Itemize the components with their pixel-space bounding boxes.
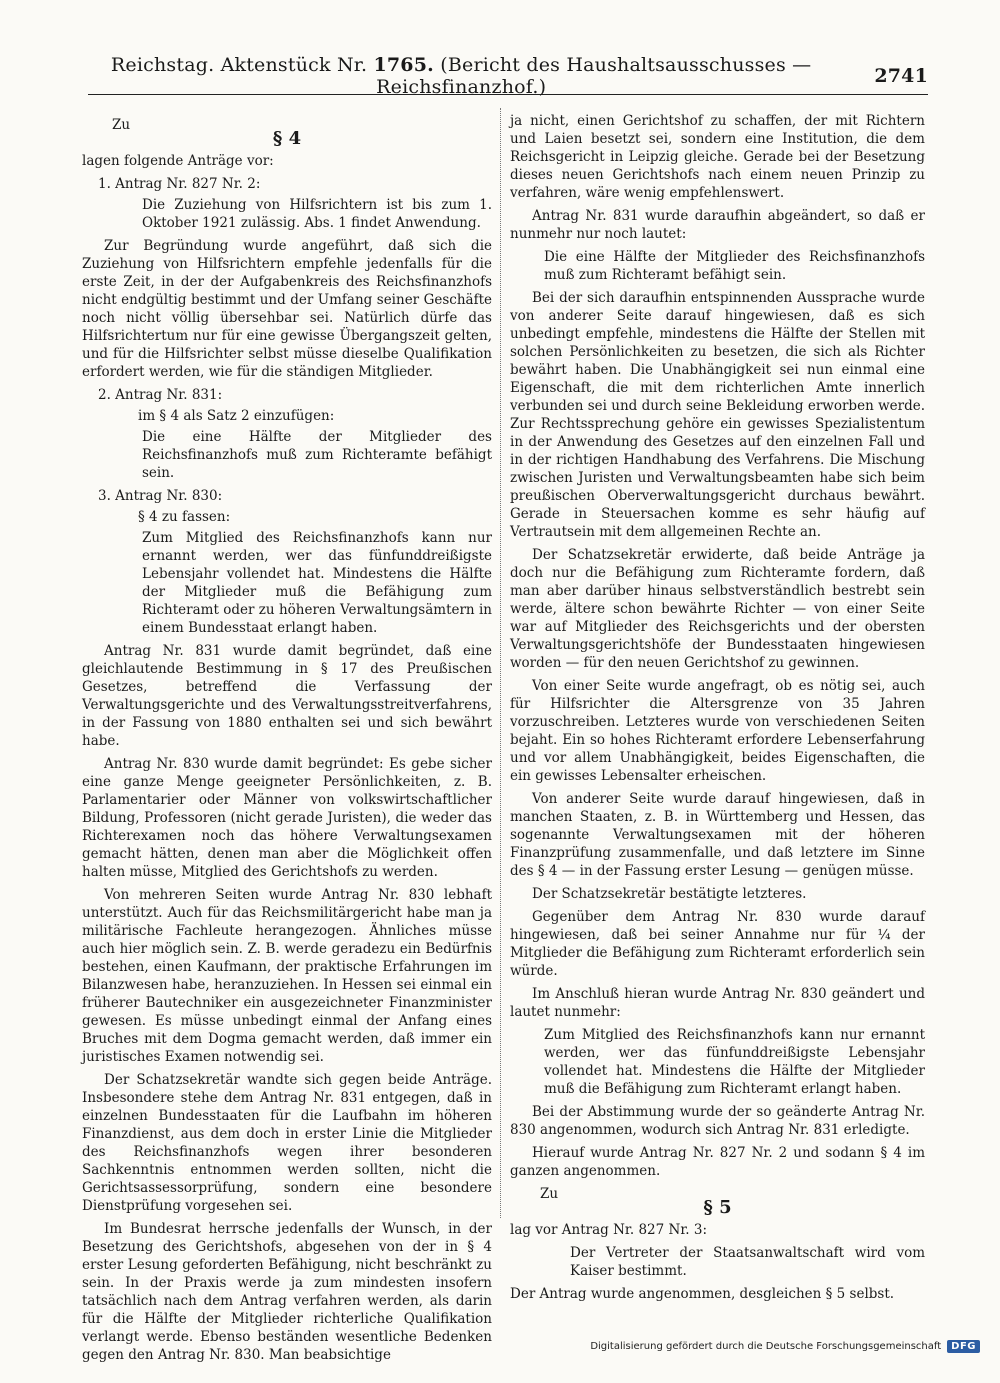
paragraph: Antrag Nr. 831 wurde daraufhin abgeändert, so daß er nunmehr nur noch lautet: <box>510 208 925 242</box>
paragraph: Der Schatzsekretär erwiderte, daß beide Anträge ja doch nur die Befähigung zum Richteramte fordern, daß man aber darüber hinaus selbstverständlich bestrebt sein werde, ältere schon bewährte Richter — von einer Seite war auf Mitglieder des Reichsgerichts und der obersten Verwaltungsgerichtshöfe der Bundesstaaten hingewiesen worden — für den neuen Gerichtshof zu gewinnen. <box>510 547 925 671</box>
page-number: 2741 <box>874 65 928 87</box>
dfg-logo: DFG <box>947 1340 980 1353</box>
motion-text: Die Zuziehung von Hilfsrichtern ist bis zum 1. Oktober 1921 zulässig. Abs. 1 findet Anwendung. <box>142 197 492 231</box>
paragraph: Der Schatzsekretär bestätigte letzteres. <box>532 886 807 902</box>
paragraph: Von mehreren Seiten wurde Antrag Nr. 830 lebhaft unterstützt. Auch für das Reichsmilitärgericht habe man ja militärische Fachleute herangezogen. Ähnliches müsse auch hier möglich sein. Z. B. werde geradezu ein Bedürfnis bestehen, einen Kaufmann, der praktische Erfahrungen im Bilanzwesen habe, heranzuziehen. In Hessen sei einmal ein früherer Bautechniker ein ausgezeichneter Finanzminister gewesen. Es müsse unbedingt einmal der Anfang eines Bruches mit dem Dogma gemacht werden, daß immer ein juristisches Examen notwendig sei. <box>82 887 492 1065</box>
paragraph: Der Schatzsekretär wandte sich gegen beide Anträge. Insbesondere stehe dem Antrag Nr. 831 entgegen, daß in einzelnen Bundesstaaten für die Laufbahn im höheren Finanzdienst, aus dem doch in erster Linie die Mitglieder des Reichsfinanzhofs wegen ihrer besonderen Sachkenntnis entnommen werden sollten, nicht die Gerichtsassessorprüfung, sondern eine besondere Dienstprüfung vorgesehen sei. <box>82 1072 492 1214</box>
header-left: Reichstag. Aktenstück Nr. <box>110 54 368 76</box>
paragraph: Antrag Nr. 831 wurde damit begründet, daß eine gleichlautende Bestimmung in § 17 des Preußischen Gesetzes, betreffend die Verfassung der Verwaltungsgerichte und des Verwaltungsstreitverfahrens, in der Fassung von 1880 enthalten sei und sich bewährt habe. <box>82 643 492 749</box>
motion-text: Zum Mitglied des Reichsfinanzhofs kann nur ernannt werden, wer das fünfunddreißigste Lebensjahr vollendet hat. Mindestens die Hälfte der Mitglieder muß die Befähigung zum Richteramt oder zu höheren Verwaltungsämtern in einem Bundesstaat erlangt haben. <box>142 530 492 636</box>
paragraph: Von einer Seite wurde angefragt, ob es nötig sei, auch für Hilfsrichter die Altersgrenze von 35 Jahren vorzuschreiben. Letzteres wurde von verschiedenen Seiten bejaht. Ein so hohes Richteramt erfordere Lebenserfahrung und vor allem Unabhängigkeit, beides Eigenschaften, die ein gewisses Lebensalter erheischen. <box>510 678 925 784</box>
paragraph: Im Anschluß hieran wurde Antrag Nr. 830 geändert und lautet nunmehr: <box>510 986 925 1020</box>
paragraph: Zur Begründung wurde angeführt, daß sich die Zuziehung von Hilfsrichtern empfehle jedenfalls für die erste Zeit, in der der Aufgabenkreis des Reichsfinanzhofs nicht endgültig bestimmt und der Umfang seiner Geschäfte noch nicht völlig übersehbar sei. Natürlich dürfe das Hilfsrichtertum nur für eine gewisse Übergangszeit gelten, und für die Hilfsrichter selbst müsse dieselbe Qualifikation erfordert werden, wie für die ständigen Mitglieder. <box>82 238 492 380</box>
header-number: 1765. <box>373 54 434 76</box>
column-divider <box>500 108 501 1218</box>
page-footer <box>590 1340 980 1353</box>
motion-text: Die eine Hälfte der Mitglieder des Reichsfinanzhofs muß zum Richteramt befähigt sein. <box>544 249 925 283</box>
left-column <box>82 112 492 1363</box>
motion-sub: § 4 zu fassen: <box>138 509 231 525</box>
motion-text: Der Vertreter der Staatsanwaltschaft wird vom Kaiser bestimmt. <box>570 1245 925 1279</box>
motion-text: Zum Mitglied des Reichsfinanzhofs kann nur ernannt werden, wer das fünfunddreißigste Lebensjahr vollendet hat. Mindestens die Hälfte der Mitglieder muß die Befähigung zum Richteramt erlangt haben. <box>544 1027 925 1097</box>
paragraph: Antrag Nr. 830 wurde damit begründet: Es gebe sicher eine ganze Menge geeigneter Persönlichkeiten, z. B. Parlamentarier oder Männer von volkswirtschaftlicher Bildung, Professoren (nicht gerade Juristen), die weder das Richterexamen noch das höhere Verwaltungsexamen gemacht hätten, denen man aber die Möglichkeit offen halten müsse, Mitglied des Gerichtshofs zu werden. <box>82 756 492 880</box>
section-heading: § 5 <box>703 1197 732 1218</box>
paragraph: Gegenüber dem Antrag Nr. 830 wurde darauf hingewiesen, daß bei seiner Annahme nur für ¼ der Mitglieder die Befähigung zum Richteramt erforderlich sein würde. <box>510 909 925 979</box>
motion-sub: im § 4 als Satz 2 einzufügen: <box>138 408 335 424</box>
page-header <box>88 54 928 98</box>
paragraph: Im Bundesrat herrsche jedenfalls der Wunsch, in der Besetzung des Gerichtshofs, abgesehen von der in § 4 erster Lesung geforderten Befähigung, nicht beschränkt zu sein. In der Praxis werde ja zum mindesten insofern tatsächlich nach dem Antrag verfahren werden, als darin für die Hälfte der Mitglieder richterliche Qualifikation verlangt werde. Ebenso beständen wesentliche Bedenken gegen den Antrag Nr. 830. Man beabsichtige <box>82 1221 492 1363</box>
paragraph: Bei der Abstimmung wurde der so geänderte Antrag Nr. 830 angenommen, wodurch sich Antrag Nr. 831 erledigte. <box>510 1104 925 1138</box>
paragraph: Der Antrag wurde angenommen, desgleichen § 5 selbst. <box>510 1286 895 1302</box>
paragraph: ja nicht, einen Gerichtshof zu schaffen, der mit Richtern und Laien besetzt sei, sondern eine Institution, die dem Reichsgericht in Leipzig gleiche. Gerade bei der Besetzung dieses neuen Gerichtshofs nach einem neuen Prinzip zu verfahren, wäre wenig empfehlenswert. <box>510 113 925 201</box>
paragraph: lagen folgende Anträge vor: <box>82 153 274 169</box>
paragraph: lag vor Antrag Nr. 827 Nr. 3: <box>510 1222 708 1238</box>
paragraph: Hierauf wurde Antrag Nr. 827 Nr. 2 und sodann § 4 im ganzen angenommen. <box>510 1145 925 1179</box>
paragraph: Von anderer Seite wurde darauf hingewiesen, daß in manchen Staaten, z. B. in Württemberg und Hessen, das sogenannte Verwaltungsexamen mit der höheren Finanzprüfung zusammenfalle, und daß letztere im Sinne des § 4 — in der Fassung erster Lesung — genügen müsse. <box>510 791 925 879</box>
header-middle: (Bericht des Haushaltsausschusses — Reichsfinanzhof.) <box>376 54 812 98</box>
motion-text: Die eine Hälfte der Mitglieder des Reichsfinanzhofs muß zum Richteramte befähigt sein. <box>142 429 492 481</box>
zu-label: Zu <box>540 1186 559 1202</box>
paragraph: Bei der sich daraufhin entspinnenden Aussprache wurde von anderer Seite darauf hingewiesen, daß es sich unbedingt empfehle, mindestens die Hälfte der Stellen mit solchen Persönlichkeiten zu besetzen, die sich als Richter bewährt haben. Die Unabhängigkeit sei nun einmal eine Eigenschaft, die mit dem richterlichen Amte innerlich verbunden sei und durch seine Bekleidung erworben werde. Zur Rechtssprechung gehöre ein gewisses Spezialistentum in der Anwendung des Gesetzes auf den einzelnen Fall und in der richtigen Handhabung des Verfahrens. Die Mischung zwischen Juristen und Verwaltungsbeamten habe sich beim preußischen Oberverwaltungsgericht durchaus bewährt. Gerade in Steuersachen komme es sehr häufig auf Vertrautsein mit dem allgemeinen Rechte an. <box>510 290 925 540</box>
zu-label: Zu <box>112 117 131 133</box>
motion-label: 3. Antrag Nr. 830: <box>98 488 223 504</box>
footer-credit: Digitalisierung gefördert durch die Deutsche Forschungsgemeinschaft <box>590 1341 942 1352</box>
motion-label: 2. Antrag Nr. 831: <box>98 387 223 403</box>
right-column <box>510 112 925 1312</box>
header-title <box>88 54 874 98</box>
motion-label: 1. Antrag Nr. 827 Nr. 2: <box>98 176 261 192</box>
section-heading: § 4 <box>272 128 302 149</box>
